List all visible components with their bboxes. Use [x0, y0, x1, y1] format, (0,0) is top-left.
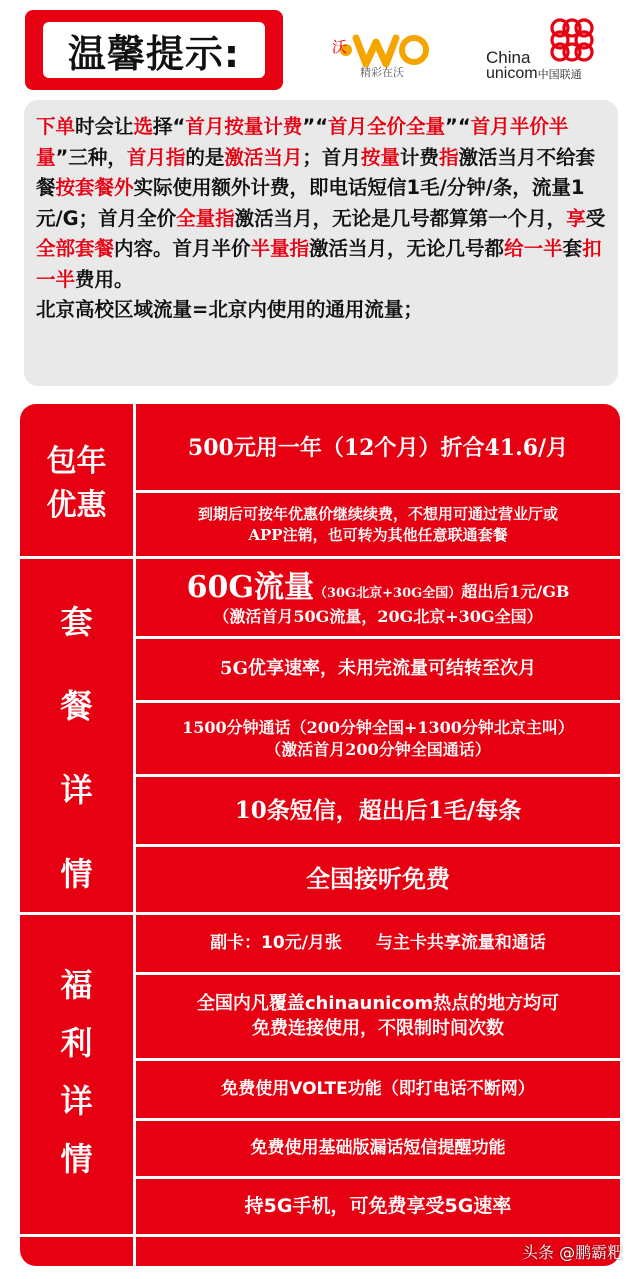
notice-highlight: 半量指 [250, 237, 310, 260]
wo-logo-char: 沃 [332, 38, 348, 56]
missed-call-row [136, 1121, 620, 1176]
label-line: 详 [60, 771, 93, 809]
wordmark-china: China [486, 48, 531, 67]
china-unicom-wordmark [486, 50, 582, 83]
speed-text: 5G优享速率，未用完流量可结转至次月 [220, 658, 536, 680]
notice-segment: 激活当月不给套餐 [36, 145, 595, 199]
annual-price: 500元用一年（12个月）折合41.6/月 [187, 434, 569, 461]
label-line: 套 [60, 603, 93, 641]
label-line: 情 [60, 1140, 93, 1178]
notice-highlight: 按量 [360, 145, 400, 169]
notice-segment: ；首月 [302, 145, 361, 169]
data-first-month: （激活首月50G流量，20G北京+30G全国） [213, 606, 543, 626]
package-label [20, 580, 133, 916]
page-title: 温馨提示: [67, 31, 241, 76]
notice-segment: 内容。首月半价 [114, 237, 251, 260]
notice-segment: 激活当月，无论是几号都算第一个月， [234, 206, 567, 230]
notice-highlight: 首月按量计费 [185, 115, 303, 138]
title-banner [25, 10, 283, 90]
annual-label [20, 440, 133, 528]
notice-highlight: 下单 [36, 115, 76, 138]
annual-renew-line2: APP注销，也可转为其他任意联通套餐 [248, 525, 508, 544]
missed-call-text: 免费使用基础版漏话短信提醒功能 [250, 1138, 506, 1159]
notice-segment: 套 [562, 237, 583, 260]
notice-segment: 实际使用额外计费，即电话短信1毛/分钟/条，流量1元/G；首月全价 [36, 176, 585, 230]
label-line: 包年 [46, 444, 107, 479]
notice-highlight: 指 [438, 145, 459, 169]
wordmark-cn: 中国联通 [537, 68, 582, 81]
wordmark-unicom: unicom [486, 65, 538, 82]
label-line: 优惠 [46, 488, 107, 523]
data-split: （30G北京+30G全国） [313, 585, 462, 601]
welfare-label-text [20, 956, 133, 1188]
data-amount: 60G流量 [186, 569, 314, 605]
phone-5g-row [136, 1179, 620, 1234]
annual-renew-line1: 到期后可按年优惠价继续续费，不想用可通过营业厅或 [197, 505, 558, 524]
notice-segment: 激活当月，无论几号都 [309, 237, 505, 260]
notice-segment: 费用。 [75, 267, 134, 291]
annual-label-text [20, 440, 133, 528]
label-line: 详 [60, 1082, 93, 1120]
sms-text: 10条短信，超出后1毛/每条 [234, 796, 522, 824]
notice-highlight: 全部套餐 [36, 237, 115, 260]
notice-highlight: 激活当月 [224, 145, 303, 169]
notice-highlight: 给一半 [504, 237, 563, 260]
notice-panel [24, 100, 618, 386]
notice-highlight: 全量指 [176, 206, 235, 230]
hotspot-line2: 免费连接使用，不限制时间次数 [252, 1017, 504, 1039]
calls-line2: （激活首月200分钟全国通话） [265, 739, 491, 759]
data-row [136, 559, 620, 636]
receive-row [136, 847, 620, 912]
notice-segment: 择“ [153, 115, 186, 138]
sub-card-text: 副卡：10元/月张 与主卡共享流量和通话 [210, 933, 546, 954]
notice-text [36, 112, 614, 326]
receive-text: 全国接听免费 [306, 865, 450, 894]
sub-card-row [136, 915, 620, 972]
annual-renew-row [136, 493, 620, 556]
notice-highlight: 选 [133, 115, 154, 138]
notice-segment: ”“ [445, 115, 471, 138]
notice-segment: 的是 [185, 145, 225, 169]
volte-row [136, 1061, 620, 1118]
notice-highlight: 首月指 [126, 145, 186, 169]
notice-segment: 受 [585, 206, 606, 230]
label-line: 情 [60, 855, 93, 893]
wo-slogan: 精彩在沃 [360, 66, 404, 79]
notice-segment: ”“ [302, 115, 329, 138]
calls-row [136, 703, 620, 774]
sms-row [136, 777, 620, 844]
package-label-text [20, 580, 133, 916]
annual-price-row [136, 407, 620, 490]
hotspot-line1: 全国内凡覆盖chinaunicom热点的地方均可 [196, 993, 560, 1015]
welfare-label [20, 956, 133, 1188]
label-line: 餐 [60, 687, 93, 725]
title-box [43, 22, 265, 78]
label-line: 福 [60, 966, 93, 1004]
notice-body [36, 115, 605, 291]
data-overage: 超出后1元/GB [461, 581, 570, 601]
notice-highlight: 首月半价半量 [36, 115, 569, 169]
speed-row [136, 639, 620, 700]
notice-highlight: 享 [566, 206, 586, 230]
notice-segment: 计费 [399, 145, 439, 169]
watermark: 头条 @鹏霸粑 [522, 1243, 624, 1262]
notice-segment: ”三种， [55, 145, 127, 169]
notice-last-line: 北京高校区域流量=北京内使用的通用流量； [36, 298, 423, 321]
hotspot-row [136, 975, 620, 1058]
label-line: 利 [60, 1024, 93, 1062]
notice-highlight: 按套餐外 [55, 176, 134, 199]
data-line [187, 568, 570, 607]
calls-line1: 1500分钟通话（200分钟全国+1300分钟北京主叫） [182, 717, 574, 737]
phone-5g-text: 持5G手机，可免费享受5G速率 [244, 1194, 512, 1217]
volte-text: 免费使用VOLTE功能（即打电话不断网） [221, 1079, 535, 1100]
notice-highlight: 首月全价全量 [328, 115, 446, 138]
section-separator [20, 1234, 620, 1237]
notice-segment: 时会让 [75, 115, 134, 138]
notice-highlight: 扣一半 [36, 237, 602, 291]
